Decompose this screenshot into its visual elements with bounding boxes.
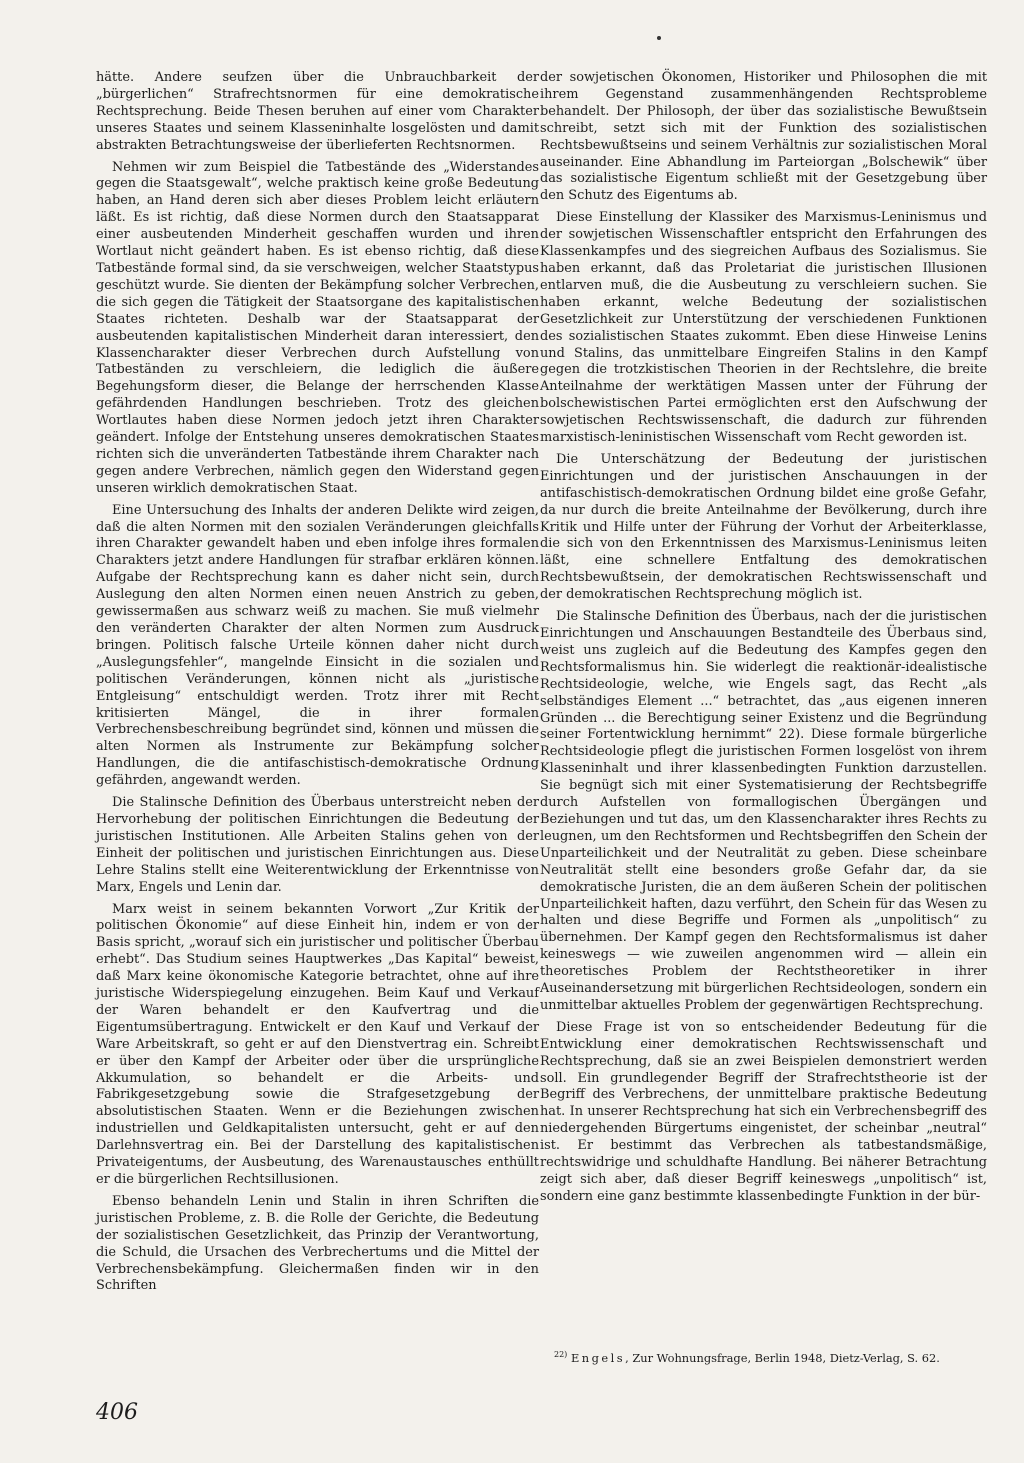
paragraph: Marx weist in seinem bekannten Vorwort „Zur Kritik der politischen Ökonomie“ auf diese Einheit hin, indem er von der Basis spricht, „worauf sich ein juristischer und politischer Überbau erhebt“. Das Studium seines Hauptwerkes „Das Kapital“ beweist, daß Marx keine ökonomische Kategorie betrachtet, ohne auf ihre juristische Widerspiegelung einzugehen. Beim Kauf und Verkauf der Waren behandelt er den Kaufvertrag und die Eigentumsübertragung. Entwickelt er den Kauf und Verkauf der Ware Arbeitskraft, so geht er auf den Dienstvertrag ein. Schreibt er über den Kampf der Arbeiter oder über die ursprüngliche Akkumulation, so behandelt er die Arbeits- und Fabrikgesetzgebung sowie die Strafgesetzgebung der absolutistischen Staaten. Wenn er die Beziehungen zwischen industriellen und Geldkapitalisten untersucht, geht er auf den Darlehnsvertrag ein. Bei der Darstellung des kapitalistischen Privateigentums, der Ausbeutung, des Warenaustausches enthüllt er die bürgerlichen Rechtsillusionen. [96, 901, 539, 1187]
footnote-text: , Zur Wohnungsfrage, Berlin 1948, Dietz-Verlag, S. 62. [625, 1350, 940, 1365]
paragraph: hätte. Andere seufzen über die Unbrauchbarkeit der „bürgerlichen“ Strafrechtsnormen für eine demokratische Rechtsprechung. Beide Thesen beruhen auf einer vom Charakter unseres Staates und seinem Klasseninhalte losgelösten und damit abstrakten Betrachtungsweise der überlieferten Rechtsnormen. [96, 70, 539, 153]
paragraph: Eine Untersuchung des Inhalts der anderen Delikte wird zeigen, daß die alten Normen mit den sozialen Veränderungen gleichfalls ihren Charakter gewandelt haben und eben infolge ihres formalen Charakters jetzt andere Handlungen für strafbar erklären können. Aufgabe der Rechtsprechung kann es daher nicht sein, durch Auslegung den alten Normen einen neuen Anstrich zu geben, gewissermaßen aus schwarz weiß zu machen. Sie muß vielmehr den veränderten Charakter der alten Normen zum Ausdruck bringen. Politisch falsche Urteile können daher nicht durch „Auslegungsfehler“, mangelnde Einsicht in die sozialen und politischen Veränderungen, können nicht als „juristische Entgleisung“ entschuldigt werden. Trotz ihrer mit Recht kritisierten Mängel, die in ihrer formalen Verbrechensbeschreibung begründet sind, können und müssen die alten Normen als Instrumente zur Bekämpfung solcher Handlungen, die die antifaschistisch-demokratische Ordnung gefährden, angewandt werden. [96, 502, 539, 789]
paragraph: Diese Frage ist von so entscheidender Bedeutung für die Entwicklung einer demokratischen Rechtswissenschaft und Rechtsprechung, daß sie an zwei Beispielen demonstriert werden soll. Ein grundlegender Begriff der Strafrechtstheorie ist der Begriff des Verbrechens, der unmittelbare praktische Bedeutung hat. In unserer Rechtsprechung hat sich ein Verbrechensbegriff des niedergehenden Bürgertums eingenistet, der scheinbar „neutral“ ist. Er bestimmt das Verbrechen als tatbestandsmäßige, rechtswidrige und schuldhafte Handlung. Bei näherer Betrachtung zeigt sich aber, daß dieser Begriff keineswegs „unpolitisch“ ist, sondern eine ganz bestimmte klassenbedingte Funktion in der bür- [540, 1019, 987, 1204]
paragraph: Die Unterschätzung der Bedeutung der juristischen Einrichtungen und der juristischen Anschauungen in der antifaschistisch-demokratischen Ordnung bildet eine große Gefahr, da nur durch die breite Anteilnahme der Bevölkerung, durch ihre Kritik und Hilfe unter der Führung der Vorhut der Arbeiterklasse, die sich von den Erkenntnissen des Marxismus-Leninismus leiten läßt, eine schnellere Entfaltung des demokratischen Rechtsbewußtsein, der demokratischen Rechtswissenschaft und der demokratischen Rechtsprechung möglich ist. [540, 451, 987, 603]
paragraph: Die Stalinsche Definition des Überbaus, nach der die juristischen Einrichtungen und Anschauungen Bestandteile des Überbaus sind, weist uns zugleich auf die Bedeutung des Kampfes gegen den Rechtsformalismus hin. Sie widerlegt die reaktionär-idealistische Rechtsideologie, welche, wie Engels sagt, das Recht „als selbständiges Element ...“ betrachtet, das „aus eigenen inneren Gründen ... die Berechtigung seiner Existenz und die Begründung seiner Fortentwicklung hernimmt“ 22). Diese formale bürgerliche Rechtsideologie pflegt die juristischen Formen losgelöst von ihrem Klasseninhalt und ihrer klassenbedingten Funktion darzustellen. Sie begnügt sich mit einer Systematisierung der Rechtsbegriffe durch Aufstellen von formallogischen Übergängen und Beziehungen und tut das, um den Klassencharakter ihres Rechts zu leugnen, um den Rechtsformen und Rechtsbegriffen den Schein der Unparteilichkeit und der Neutralität zu geben. Diese scheinbare Neutralität stellt eine besonders große Gefahr dar, da sie demokratische Juristen, die an dem äußeren Schein der politischen Unparteilichkeit haften, dazu verführt, den Schein für das Wesen zu halten und diese Begriffe und Formen als „unpolitisch“ zu übernehmen. Der Kampf gegen den Rechtsformalismus ist daher keineswegs — wie zuweilen angenommen wird — allein ein theoretisches Problem der Rechtstheoretiker in ihrer Auseinandersetzung mit bürgerlichen Rechtsideologen, sondern ein unmittelbar aktuelles Problem der gegenwärtigen Rechtsprechung. [540, 609, 987, 1013]
paragraph: Die Stalinsche Definition des Überbaus unterstreicht neben der Hervorhebung der politischen Einrichtungen die Bedeutung der juristischen Institutionen. Alle Arbeiten Stalins gehen von der Einheit der politischen und juristischen Einrichtungen aus. Diese Lehre Stalins stellt eine Weiterentwicklung der Erkenntnisse von Marx, Engels und Lenin dar. [96, 795, 539, 895]
footnote-number: 22) [554, 1350, 568, 1359]
paragraph: Ebenso behandeln Lenin und Stalin in ihren Schriften die juristischen Probleme, z. B. die Rolle der Gerichte, die Bedeutung der sozialistischen Gesetzlichkeit, das Prinzip der Verantwortung, die Schuld, die Ursachen des Verbrechertums und die Mittel der Verbrechensbekämpfung. Gleichermaßen finden wir in den Schriften [96, 1193, 539, 1294]
left-column [96, 70, 539, 1300]
top-mark [657, 36, 661, 40]
paragraph: Nehmen wir zum Beispiel die Tatbestände des „Widerstandes gegen die Staatsgewalt“, welche praktisch keine große Bedeutung haben, an Hand deren sich aber dieses Problem leicht erläutern läßt. Es ist richtig, daß diese Normen durch den Staatsapparat einer ausbeutenden Minderheit geschaffen wurden und ihren Wortlaut nicht geändert haben. Es ist ebenso richtig, daß diese Tatbestände formal sind, da sie verschweigen, welcher Staatstypus geschützt wurde. Sie dienten der Bekämpfung solcher Verbrechen, die sich gegen die Tätigkeit der Staatsorgane des kapitalistischen Staates richteten. Deshalb war der Staatsapparat der ausbeutenden kapitalistischen Minderheit daran interessiert, den Klassencharakter dieser Verbrechen durch Aufstellung von Tatbeständen zu verschleiern, die lediglich die äußere Begehungsform dieser, die Belange der herrschenden Klasse gefährdenden Handlungen beschrieben. Trotz des gleichen Wortlautes haben diese Normen jedoch jetzt ihren Charakter geändert. Infolge der Entstehung unseres demokratischen Staates richten sich die unveränderten Tatbestände ihrem Charakter nach gegen andere Verbrechen, nämlich gegen den Widerstand gegen unseren wirklich demokratischen Staat. [96, 159, 539, 496]
footnote-author: Engels [570, 1350, 626, 1365]
page-number: 406 [96, 1400, 138, 1425]
paragraph: der sowjetischen Ökonomen, Historiker und Philosophen die mit ihrem Gegenstand zusammenhängenden Rechtsprobleme behandelt. Der Philosoph, der über das sozialistische Bewußtsein schreibt, setzt sich mit der Funktion des sozialistischen Rechtsbewußtseins und seinem Verhältnis zur sozialistischen Moral auseinander. Eine Abhandlung im Parteiorgan „Bolschewik“ über das sozialistische Eigentum schließt mit der Gesetzgebung über den Schutz des Eigentums ab. [540, 70, 987, 204]
footnote [554, 1347, 984, 1366]
paragraph: Diese Einstellung der Klassiker des Marxismus-Leninismus und der sowjetischen Wissenschaftler entspricht den Erfahrungen des Klassenkampfes und des siegreichen Aufbaus des Sozialismus. Sie haben erkannt, daß das Proletariat die juristischen Illusionen entlarven muß, die die Ausbeutung zu verschleiern suchen. Sie haben erkannt, welche Bedeutung der sozialistischen Gesetzlichkeit zur Unterstützung der verschiedenen Funktionen des sozialistischen Staates zukommt. Eben diese Hinweise Lenins und Stalins, das unmittelbare Eingreifen Stalins in den Kampf gegen die trotzkistischen Theorien in der Rechtslehre, die breite Anteilnahme der werktätigen Massen unter der Führung der bolschewistischen Partei ermöglichten erst den Aufschwung der sowjetischen Rechtswissenschaft, die dadurch zur führenden marxistisch-leninistischen Wissenschaft vom Recht geworden ist. [540, 210, 987, 446]
right-column [540, 70, 987, 1211]
